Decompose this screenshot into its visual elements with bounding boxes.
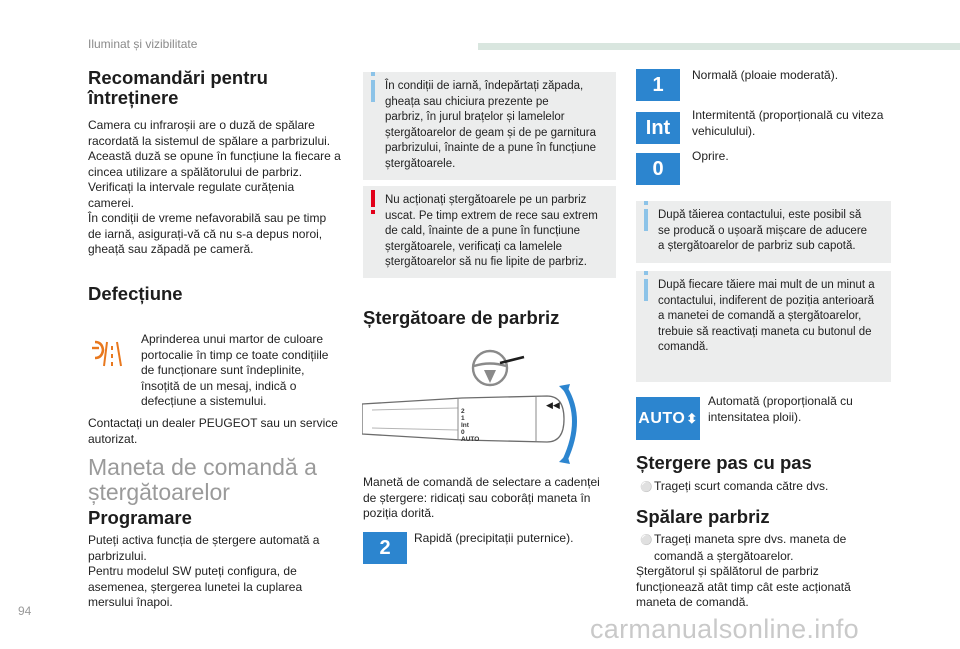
warning-icon — [371, 190, 375, 207]
winter-info-text — [385, 79, 606, 172]
info-line: comandă. — [658, 341, 709, 353]
info-icon — [644, 201, 648, 205]
warning-line: Nu acționați ștergătoarele pe un parbriz — [385, 194, 587, 206]
camera-warning-icon — [90, 336, 124, 370]
bullet-icon: ⚪ — [640, 535, 653, 546]
washer-text — [636, 564, 891, 611]
caption-line: poziția dorită. — [363, 506, 435, 520]
programming-title: Programare — [88, 507, 192, 528]
page-number: 94 — [18, 604, 32, 618]
warning-icon-dot — [371, 210, 375, 214]
info-line: contactului, indiferent de poziția anterioară — [658, 294, 875, 307]
programming-line: Puteți activa funcția de ștergere automată a — [88, 533, 320, 547]
mode-auto-label — [708, 394, 898, 425]
info-line: gheața sau chiciura prezente pe — [385, 95, 549, 108]
stalk-position-labels — [461, 408, 479, 443]
mode-badge-intermittent: Int — [636, 112, 680, 144]
maintenance-line: de iarnă, asigurați-vă că nu s-a depus noroi, — [88, 226, 323, 241]
mode-label-line: Normală (ploaie moderată). — [692, 68, 839, 82]
info-line: După fiecare tăiere mai mult de un minut a — [658, 279, 875, 291]
washer-bullet-line: Trageți maneta spre dvs. maneta de — [654, 532, 847, 546]
fault-line: de funcționare sunt îndeplinite, — [141, 363, 305, 377]
mode-label-line: vehiculului). — [692, 123, 756, 138]
mode-off-label — [692, 149, 892, 165]
programming-line: asemenea, ștergerea lunetei la cuplarea — [88, 579, 303, 594]
info-line: ștergătoarelor de geam și de pe garnitura — [385, 126, 596, 139]
info-icon — [371, 72, 375, 76]
stalk-label: AUTO — [461, 436, 480, 443]
steering-wheel-icon — [470, 348, 530, 388]
washer-bullet — [640, 532, 895, 564]
wiper-control-title-line2: ștergătoarelor — [88, 479, 230, 505]
ignition-off-info-text — [658, 208, 881, 255]
fault-contact-text — [88, 416, 353, 447]
stalk-label: 1 — [461, 415, 465, 422]
info-line: După tăierea contactului, este posibil să — [658, 209, 862, 221]
stalk-label: Int — [461, 422, 469, 429]
mode-label-line: Automată (proporțională cu — [708, 394, 853, 408]
maintenance-title — [88, 68, 268, 108]
winter-info-box — [363, 72, 616, 180]
contact-line: autorizat. — [88, 431, 138, 446]
info-line: parbriz, în jurul brațelor și lamelelor — [385, 111, 565, 123]
maintenance-title-line1: Recomandări pentru — [88, 67, 268, 88]
single-wipe-title: Ștergere pas cu pas — [636, 452, 812, 473]
windscreen-wipers-title: Ștergătoare de parbriz — [363, 307, 560, 328]
info-icon — [644, 271, 648, 275]
info-line: parbrizului, înainte de a pune în funcțiune — [385, 142, 596, 154]
programming-line: mersului înapoi. — [88, 595, 173, 609]
maintenance-text — [88, 118, 350, 258]
wiper-control-title — [88, 455, 317, 505]
fault-line: portocalie în timp ce toate condițiile — [141, 347, 329, 362]
header-decor-bar — [478, 43, 960, 50]
faults-title: Defecțiune — [88, 283, 183, 304]
mode-label-line: Oprire. — [692, 149, 729, 163]
section-header-title: Iluminat și vizibilitate — [88, 37, 198, 51]
mode-intermittent-label — [692, 108, 897, 139]
caption-line: de ștergere: ridicați sau coborâți maneta în — [363, 490, 591, 505]
stalk-label: 2 — [461, 408, 465, 415]
rewind-symbol-icon: ◀◀ — [546, 400, 560, 410]
programming-line: parbrizului. — [88, 548, 147, 563]
mode-label-line: intensitatea ploii). — [708, 409, 802, 424]
programming-text — [88, 533, 350, 611]
info-icon-bar — [644, 279, 648, 301]
wiper-stalk-illustration — [362, 384, 592, 464]
dry-warning-text — [385, 193, 606, 271]
maintenance-line: racordată la sistemul de spălare a parbrizului. — [88, 133, 331, 148]
single-wipe-bullet — [640, 479, 895, 496]
fault-line: Aprinderea unui martor de culoare — [141, 332, 324, 346]
info-line: trebuie să reactivați maneta cu butonul de — [658, 325, 872, 338]
warning-line: de cald, înainte de a pune în funcțiune — [385, 225, 581, 237]
single-wipe-bullet-text: Trageți scurt comanda către dvs. — [654, 479, 829, 493]
contact-line: Contactați un dealer PEUGEOT sau un service — [88, 416, 338, 430]
maintenance-line: În condiții de vreme nefavorabilă sau pe timp — [88, 211, 327, 225]
mode-normal-label — [692, 68, 892, 84]
bullet-icon: ⚪ — [640, 482, 653, 493]
watermark-text: carmanualsonline.info — [590, 614, 859, 644]
ignition-off-info-box — [636, 201, 891, 263]
info-line: În condiții de iarnă, îndepărtați zăpada, — [385, 80, 584, 92]
fault-line: defecțiune a sistemului. — [141, 394, 267, 408]
fault-line: însoțită de un mesaj, indică o — [141, 378, 297, 393]
info-line: a manetei de comandă a ștergătoarelor, — [658, 310, 862, 322]
washer-line: Ștergătorul și spălătorul de parbriz — [636, 564, 819, 578]
programming-line: Pentru modelul SW puteți configura, de — [88, 564, 297, 578]
info-line: ștergătoarele. — [385, 157, 456, 170]
auto-badge-text: AUTO — [638, 409, 686, 427]
mode-badge-fast: 2 — [363, 532, 407, 564]
maintenance-line: camerei. — [88, 195, 135, 210]
maintenance-title-line2: întreținere — [88, 87, 179, 108]
fault-warning-text — [141, 332, 356, 410]
info-line: a ștergătoarelor de parbriz sub capotă. — [658, 240, 856, 252]
auto-arrow-icon: ⬍ — [686, 410, 698, 426]
mode-badge-auto — [636, 397, 700, 440]
stalk-label: 0 — [461, 429, 465, 436]
dry-windscreen-warning-box — [363, 186, 616, 278]
mode-fast-label: Rapidă (precipitații puternice). — [414, 531, 574, 545]
warning-line: uscat. Pe timp extrem de rece sau extrem — [385, 209, 598, 222]
minute-info-box — [636, 271, 891, 382]
minute-info-text — [658, 278, 881, 356]
stalk-caption — [363, 475, 613, 522]
warning-line: ștergătoarelor să nu fie lipite de parbriz. — [385, 256, 587, 268]
info-line: se producă o ușoară mișcare de aducere — [658, 224, 868, 237]
info-icon-bar — [371, 80, 375, 102]
maintenance-line: cincea utilizare a spălătorului de parbriz. — [88, 164, 303, 179]
mode-badge-normal: 1 — [636, 69, 680, 101]
maintenance-line: Această duză se opune în funcțiune la fiecare a — [88, 149, 341, 163]
wiper-control-title-line1: Maneta de comandă a — [88, 454, 317, 480]
caption-line: Manetă de comandă de selectare a cadenței — [363, 475, 600, 489]
warning-line: ștergătoarele, verificați ca lamelele — [385, 240, 563, 253]
washer-title: Spălare parbriz — [636, 506, 770, 527]
washer-line: maneta de comandă. — [636, 595, 749, 609]
maintenance-line: Verificați la intervale regulate curățenia — [88, 180, 295, 194]
info-icon-bar — [644, 209, 648, 231]
washer-bullet-line: comandă a ștergătoarelor. — [654, 548, 794, 563]
mode-label-line: Intermitentă (proporțională cu viteza — [692, 108, 884, 122]
washer-line: funcționează atât timp cât este acționată — [636, 579, 851, 594]
mode-badge-off: 0 — [636, 153, 680, 185]
maintenance-line: gheață sau zăpadă pe cameră. — [88, 242, 254, 256]
maintenance-line: Camera cu infraroșii are o duză de spălare — [88, 118, 315, 132]
